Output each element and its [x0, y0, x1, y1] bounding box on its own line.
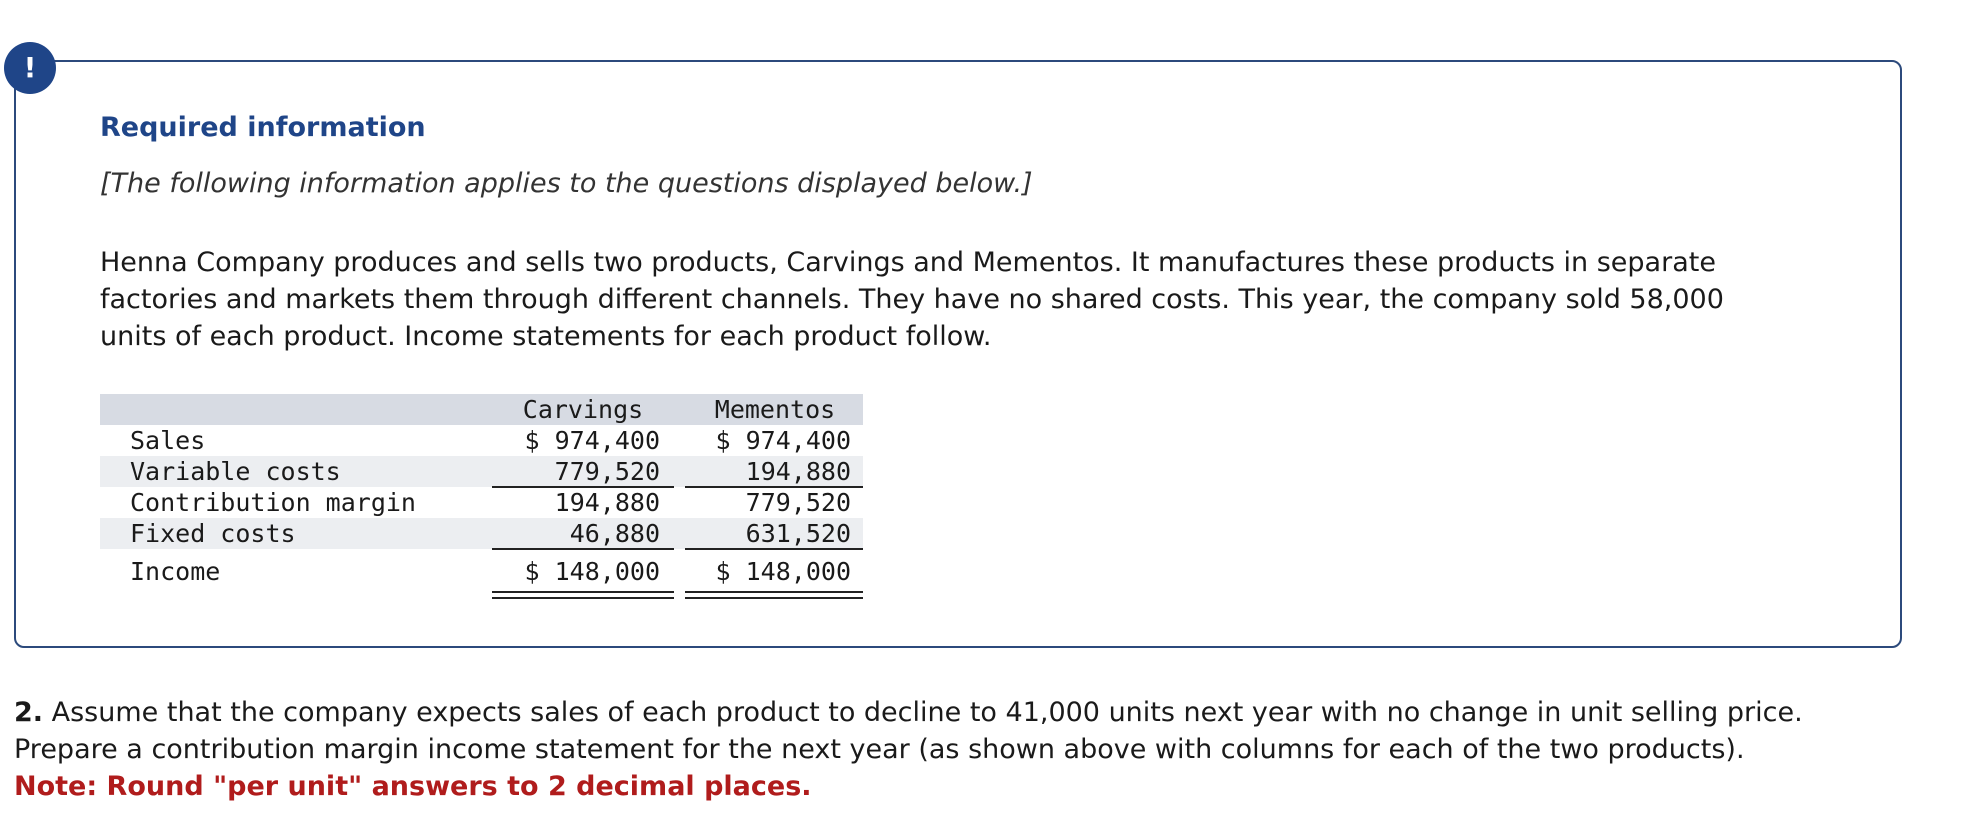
intro-line: units of each product. Income statements for each product follow.: [100, 321, 992, 352]
table-row-fixed-costs: [100, 518, 863, 549]
row-label: Fixed costs: [130, 519, 296, 548]
intro-line: Henna Company produces and sells two products, Carvings and Mementos. It manufactures these products in separate: [100, 247, 1716, 278]
question-number: 2.: [14, 697, 44, 728]
table-row-income: [100, 549, 863, 595]
carvings-value: 46,880: [569, 519, 660, 548]
mementos-value: 631,520: [745, 519, 851, 548]
question-line: Prepare a contribution margin income statement for the next year (as shown above with columns for each of the two products).: [14, 734, 1745, 765]
income-statement-table: [100, 394, 863, 595]
table-row-contribution-margin: [100, 487, 863, 518]
mementos-value: $ 148,000: [715, 557, 851, 586]
column-header-mementos: Mementos: [714, 395, 836, 424]
carvings-value: $ 148,000: [524, 557, 660, 586]
table-header-row: [100, 394, 863, 425]
question-text: Assume that the company expects sales of each product to decline to 41,000 units next year with no change in unit selling price.: [51, 697, 1803, 728]
intro-paragraph: [100, 244, 1800, 355]
carvings-value: 779,520: [554, 457, 660, 486]
mementos-value: 779,520: [745, 488, 851, 517]
question-line: [14, 694, 1954, 731]
rounding-note: Note: Round "per unit" answers to 2 decimal places.: [14, 771, 812, 802]
table-row-sales: [100, 425, 863, 456]
carvings-value: 194,880: [554, 488, 660, 517]
mementos-value: 194,880: [745, 457, 851, 486]
column-header-carvings: Carvings: [522, 395, 644, 424]
required-info-note: [The following information applies to the questions displayed below.]: [100, 168, 1033, 199]
intro-line: factories and markets them through different channels. They have no shared costs. This year, the company sold 58,000: [100, 284, 1724, 315]
question-2: [14, 694, 1954, 805]
double-underline: [492, 591, 674, 599]
required-info-title: Required information: [100, 112, 426, 143]
mementos-value: $ 974,400: [715, 426, 851, 455]
carvings-value: $ 974,400: [524, 426, 660, 455]
alert-icon: !: [4, 42, 56, 94]
row-label: Income: [130, 557, 221, 586]
row-label: Variable costs: [130, 457, 341, 486]
row-label: Sales: [130, 426, 206, 455]
table-row-variable-costs: [100, 456, 863, 487]
row-label: Contribution margin: [130, 488, 416, 517]
double-underline: [685, 591, 863, 599]
